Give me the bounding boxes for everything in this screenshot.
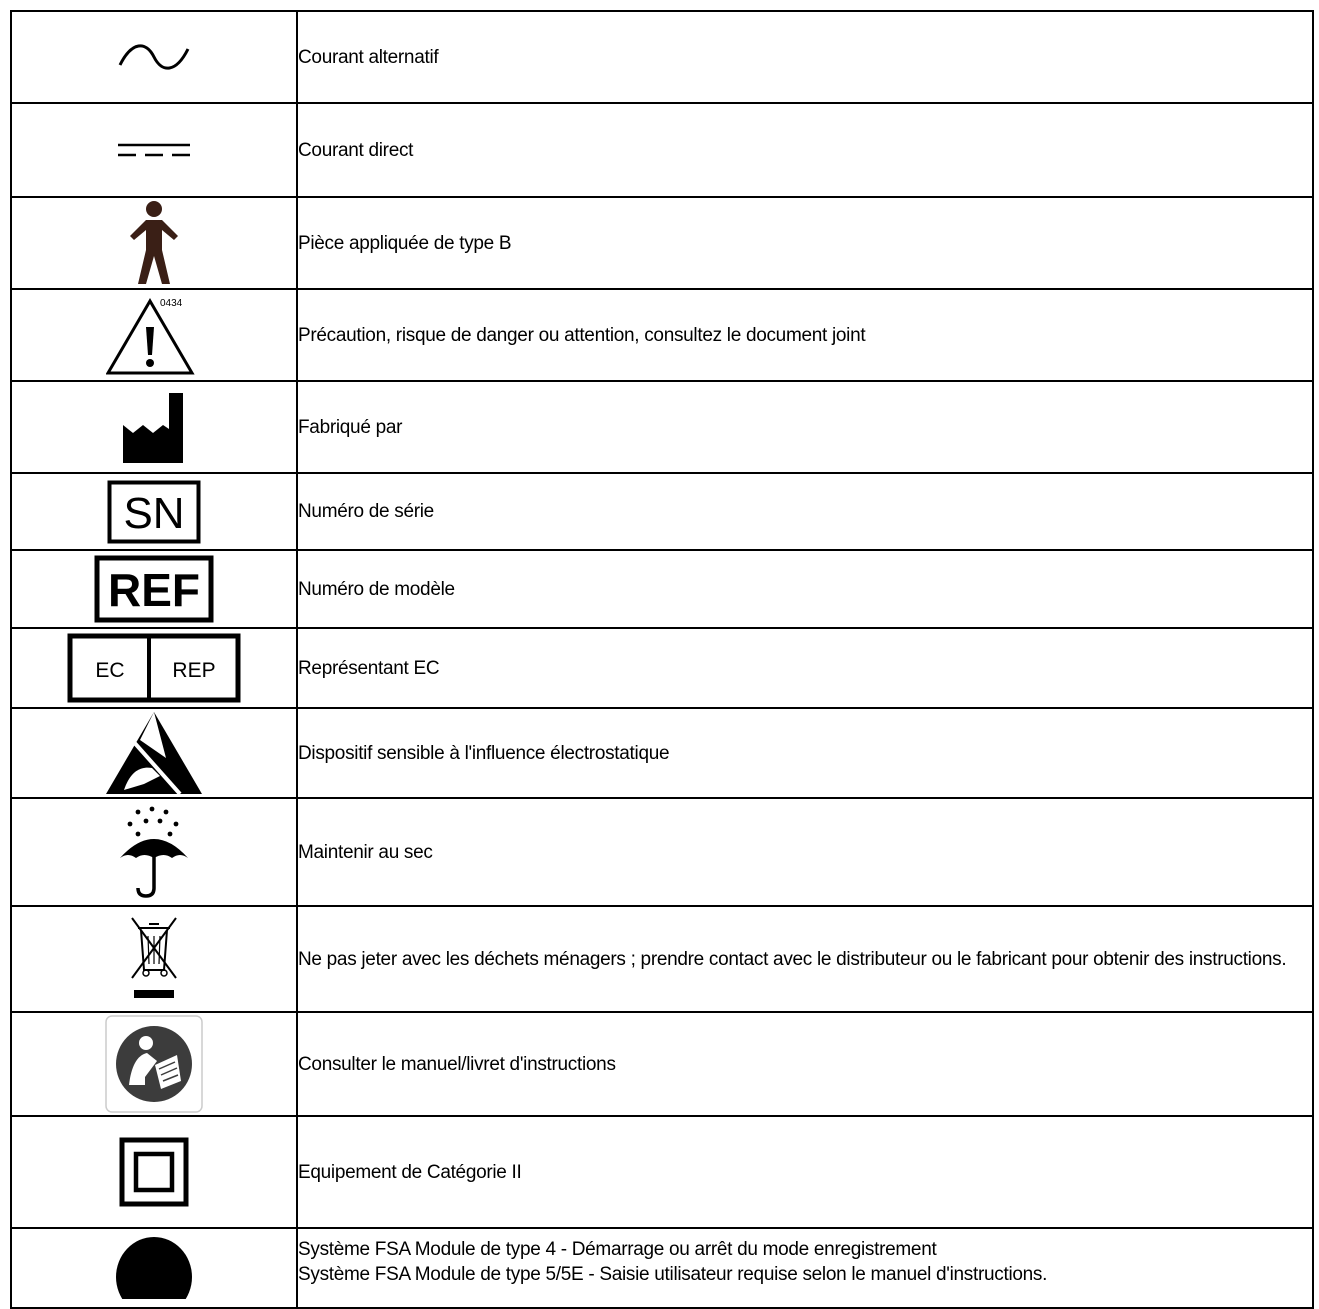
symbol-description: Ne pas jeter avec les déchets ménagers ; prendre contact avec le distributeur ou le fabricant pour obtenir des instructions. <box>297 906 1313 1012</box>
symbol-description: Consulter le manuel/livret d'instructions <box>297 1012 1313 1116</box>
symbol-cell <box>11 628 297 708</box>
symbol-cell <box>11 798 297 906</box>
symbol-cell <box>11 1228 297 1308</box>
symbol-description <box>297 1228 1313 1308</box>
symbol-description: Equipement de Catégorie II <box>297 1116 1313 1228</box>
table-row <box>11 628 1313 708</box>
table-row <box>11 1012 1313 1116</box>
serial-number-icon <box>107 480 201 544</box>
table-row <box>11 289 1313 381</box>
table-row <box>11 550 1313 628</box>
symbol-cell <box>11 906 297 1012</box>
filled-circle-icon <box>114 1235 194 1299</box>
table-row <box>11 381 1313 473</box>
table-row <box>11 1116 1313 1228</box>
symbol-description: Fabriqué par <box>297 381 1313 473</box>
table-row <box>11 473 1313 550</box>
symbol-description: Représentant EC <box>297 628 1313 708</box>
symbol-description: Pièce appliquée de type B <box>297 197 1313 289</box>
table-row <box>11 103 1313 197</box>
type-b-applied-part-icon <box>126 200 182 286</box>
ec-rep-icon-ec: EC <box>95 659 125 682</box>
description-line: Système FSA Module de type 5/5E - Saisie utilisateur requise selon le manuel d'instructions. <box>298 1264 1048 1285</box>
class-ii-equipment-icon <box>119 1137 189 1207</box>
caution-icon-number: 0434 <box>160 298 183 309</box>
symbol-cell <box>11 381 297 473</box>
esd-sensitive-icon <box>104 710 204 796</box>
symbol-cell <box>11 550 297 628</box>
symbol-cell <box>11 708 297 798</box>
symbol-cell <box>11 289 297 381</box>
symbol-cell <box>11 473 297 550</box>
description-line: Système FSA Module de type 4 - Démarrage ou arrêt du mode enregistrement <box>298 1239 937 1260</box>
reference-icon-text: REF <box>108 564 200 616</box>
symbol-description: Numéro de modèle <box>297 550 1313 628</box>
symbol-table <box>10 10 1314 1309</box>
symbol-cell <box>11 1116 297 1228</box>
table-row <box>11 906 1313 1012</box>
ac-current-icon <box>114 37 194 77</box>
ec-rep-icon <box>67 633 241 703</box>
symbol-description: Numéro de série <box>297 473 1313 550</box>
symbol-description: Précaution, risque de danger ou attention, consultez le document joint <box>297 289 1313 381</box>
manufacturer-icon <box>121 389 187 465</box>
dc-current-icon <box>114 138 194 162</box>
table-row <box>11 11 1313 103</box>
consult-manual-icon <box>105 1015 203 1113</box>
symbol-cell <box>11 11 297 103</box>
table-row <box>11 197 1313 289</box>
symbol-description: Courant alternatif <box>297 11 1313 103</box>
reference-icon <box>94 555 214 623</box>
symbol-description: Dispositif sensible à l'influence électrostatique <box>297 708 1313 798</box>
serial-number-icon-text: SN <box>123 488 185 538</box>
ec-rep-icon-rep: REP <box>172 659 216 682</box>
table-row <box>11 708 1313 798</box>
symbol-cell <box>11 1012 297 1116</box>
symbol-description: Maintenir au sec <box>297 798 1313 906</box>
table-row <box>11 798 1313 906</box>
keep-dry-icon <box>116 804 192 900</box>
caution-icon <box>106 293 202 377</box>
table-row <box>11 1228 1313 1308</box>
symbol-description: Courant direct <box>297 103 1313 197</box>
symbol-cell <box>11 103 297 197</box>
weee-disposal-icon <box>128 912 180 1006</box>
symbol-cell <box>11 197 297 289</box>
